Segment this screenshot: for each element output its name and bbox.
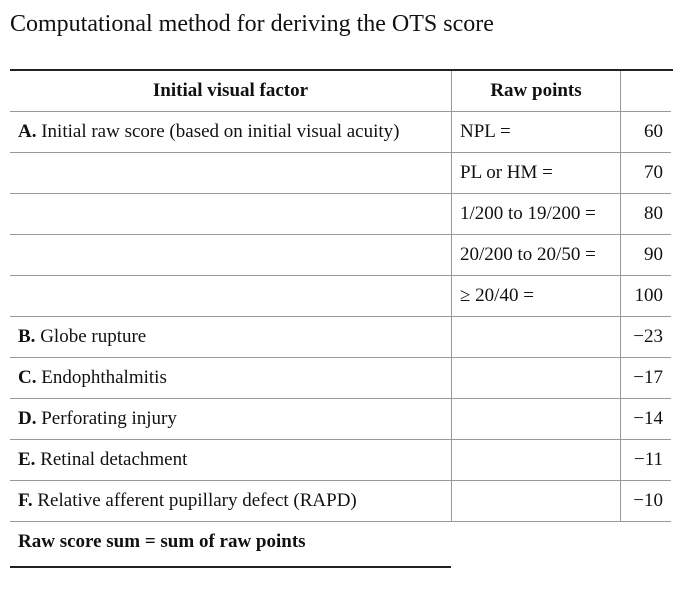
sum-row [10,522,671,563]
table-row [10,276,671,317]
points-value-cell: −14 [621,399,672,440]
points-label-cell [452,440,621,481]
table-row [10,194,671,235]
table-row [10,481,671,522]
factor-cell [10,112,452,153]
points-label-cell [452,317,621,358]
table-header-row [10,71,671,112]
factor-cell [10,235,452,276]
sum-row-label: Raw score sum = sum of raw points [18,531,306,552]
table-row [10,399,671,440]
factor-cell [10,153,452,194]
factor-letter: E. [18,449,36,470]
table-title: Computational method for deriving the OTS score [10,11,494,37]
points-value-cell: 70 [621,153,672,194]
factor-label: Retinal detachment [35,449,188,470]
table-row [10,235,671,276]
header-initial-visual-factor: Initial visual factor [10,71,452,112]
table-row [10,317,671,358]
sum-row-empty [452,522,621,563]
factor-cell [10,481,452,522]
points-label-cell [452,481,621,522]
points-value-cell: −23 [621,317,672,358]
factor-cell [10,317,452,358]
table-row [10,440,671,481]
sum-row-empty-value [621,522,672,563]
bottom-rule [10,566,451,568]
factor-cell [10,194,452,235]
factor-letter: F. [18,490,33,511]
points-value-cell: 100 [621,276,672,317]
factor-label: Endophthalmitis [36,367,167,388]
points-value-cell: 60 [621,112,672,153]
points-label-cell: ≥ 20/40 = [452,276,621,317]
table-row [10,358,671,399]
factor-letter: C. [18,367,37,388]
factor-label: Initial raw score (based on initial visual acuity) [36,121,400,142]
points-label-cell: 20/200 to 20/50 = [452,235,621,276]
ots-score-table [10,71,671,562]
points-label-cell [452,358,621,399]
points-value-cell: −10 [621,481,672,522]
factor-label: Perforating injury [36,408,177,429]
header-raw-points: Raw points [452,71,621,112]
factor-cell [10,276,452,317]
points-value-cell: −17 [621,358,672,399]
factor-cell [10,399,452,440]
points-label-cell: 1/200 to 19/200 = [452,194,621,235]
header-value [621,71,672,112]
factor-label: Relative afferent pupillary defect (RAPD) [32,490,357,511]
points-value-cell: 90 [621,235,672,276]
factor-letter: B. [18,326,36,347]
points-label-cell [452,399,621,440]
factor-letter: A. [18,121,37,142]
points-label-cell: PL or HM = [452,153,621,194]
factor-cell [10,358,452,399]
factor-letter: D. [18,408,37,429]
factor-cell [10,440,452,481]
points-value-cell: 80 [621,194,672,235]
table-row [10,153,671,194]
points-label-cell: NPL = [452,112,621,153]
factor-label: Globe rupture [35,326,147,347]
points-value-cell: −11 [621,440,672,481]
table-row [10,112,671,153]
